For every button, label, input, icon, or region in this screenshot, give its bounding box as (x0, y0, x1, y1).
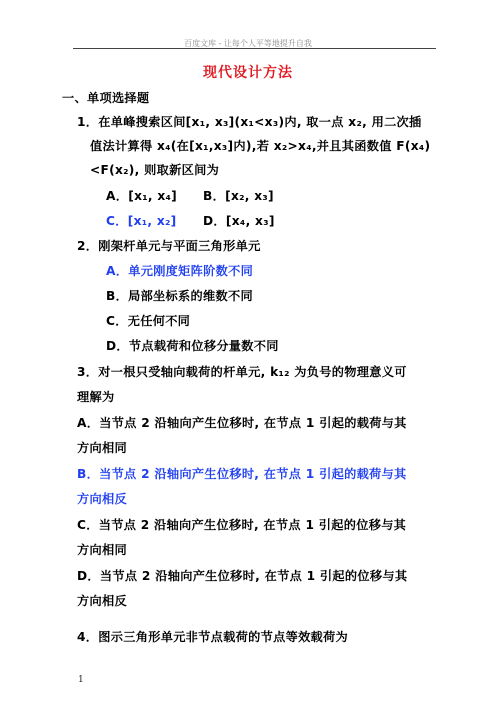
q2-option-c: C．无任何不同 (106, 314, 191, 328)
q2-option-a-answer: A．单元刚度矩阵阶数不同 (106, 264, 254, 278)
q1-option-d: D．[x₄, x₃] (203, 214, 275, 228)
q3-option-a-line2: 方向相同 (77, 441, 127, 455)
q1-line3: <F(x₂), 则取新区间为 (90, 163, 220, 177)
header-rule (73, 48, 436, 49)
q3-option-a-line1: A．当节点 2 沿轴向产生位移时, 在节点 1 引起的载荷与其 (77, 416, 407, 430)
q3-line1: 3．对一根只受轴向载荷的杆单元, k₁₂ 为负号的物理意义可 (77, 365, 407, 379)
page-header: 百度文库 - 让每个人平等地提升自我 (184, 39, 312, 48)
q2-option-d: D．节点载荷和位移分量数不同 (106, 339, 279, 353)
q3-option-c-line1: C．当节点 2 沿轴向产生位移时, 在节点 1 引起的位移与其 (77, 518, 407, 532)
section-heading: 一、单项选择题 (62, 91, 150, 105)
page-number: 1 (78, 675, 84, 685)
q3-option-d-line2: 方向相反 (77, 594, 127, 608)
q2-stem: 2．刚架杆单元与平面三角形单元 (77, 239, 261, 253)
q3-line2: 理解为 (77, 390, 115, 404)
q1-option-b: B．[x₂, x₃] (203, 189, 274, 203)
q4-stem: 4．图示三角形单元非节点载荷的节点等效载荷为 (77, 630, 349, 644)
q3-option-c-line2: 方向相同 (77, 543, 127, 557)
q1-line1: 1．在单峰搜索区间[x₁, x₃](x₁<x₃)内, 取一点 x₂, 用二次插 (77, 115, 422, 129)
q1-option-a: A．[x₁, x₄] (106, 189, 178, 203)
q3-option-b-line1-answer: B．当节点 2 沿轴向产生位移时, 在节点 1 引起的载荷与其 (77, 467, 407, 481)
q2-option-b: B．局部坐标系的维数不同 (106, 289, 253, 303)
q1-line2: 值法计算得 x₄(在[x₁,x₃]内),若 x₂>x₄,并且其函数值 F(x₄) (90, 139, 431, 153)
q1-option-c-answer: C．[x₁, x₂] (106, 214, 177, 228)
q3-option-d-line1: D．当节点 2 沿轴向产生位移时, 在节点 1 引起的位移与其 (77, 569, 408, 583)
document-title: 现代设计方法 (203, 65, 293, 81)
q3-option-b-line2-answer: 方向相反 (77, 492, 127, 506)
